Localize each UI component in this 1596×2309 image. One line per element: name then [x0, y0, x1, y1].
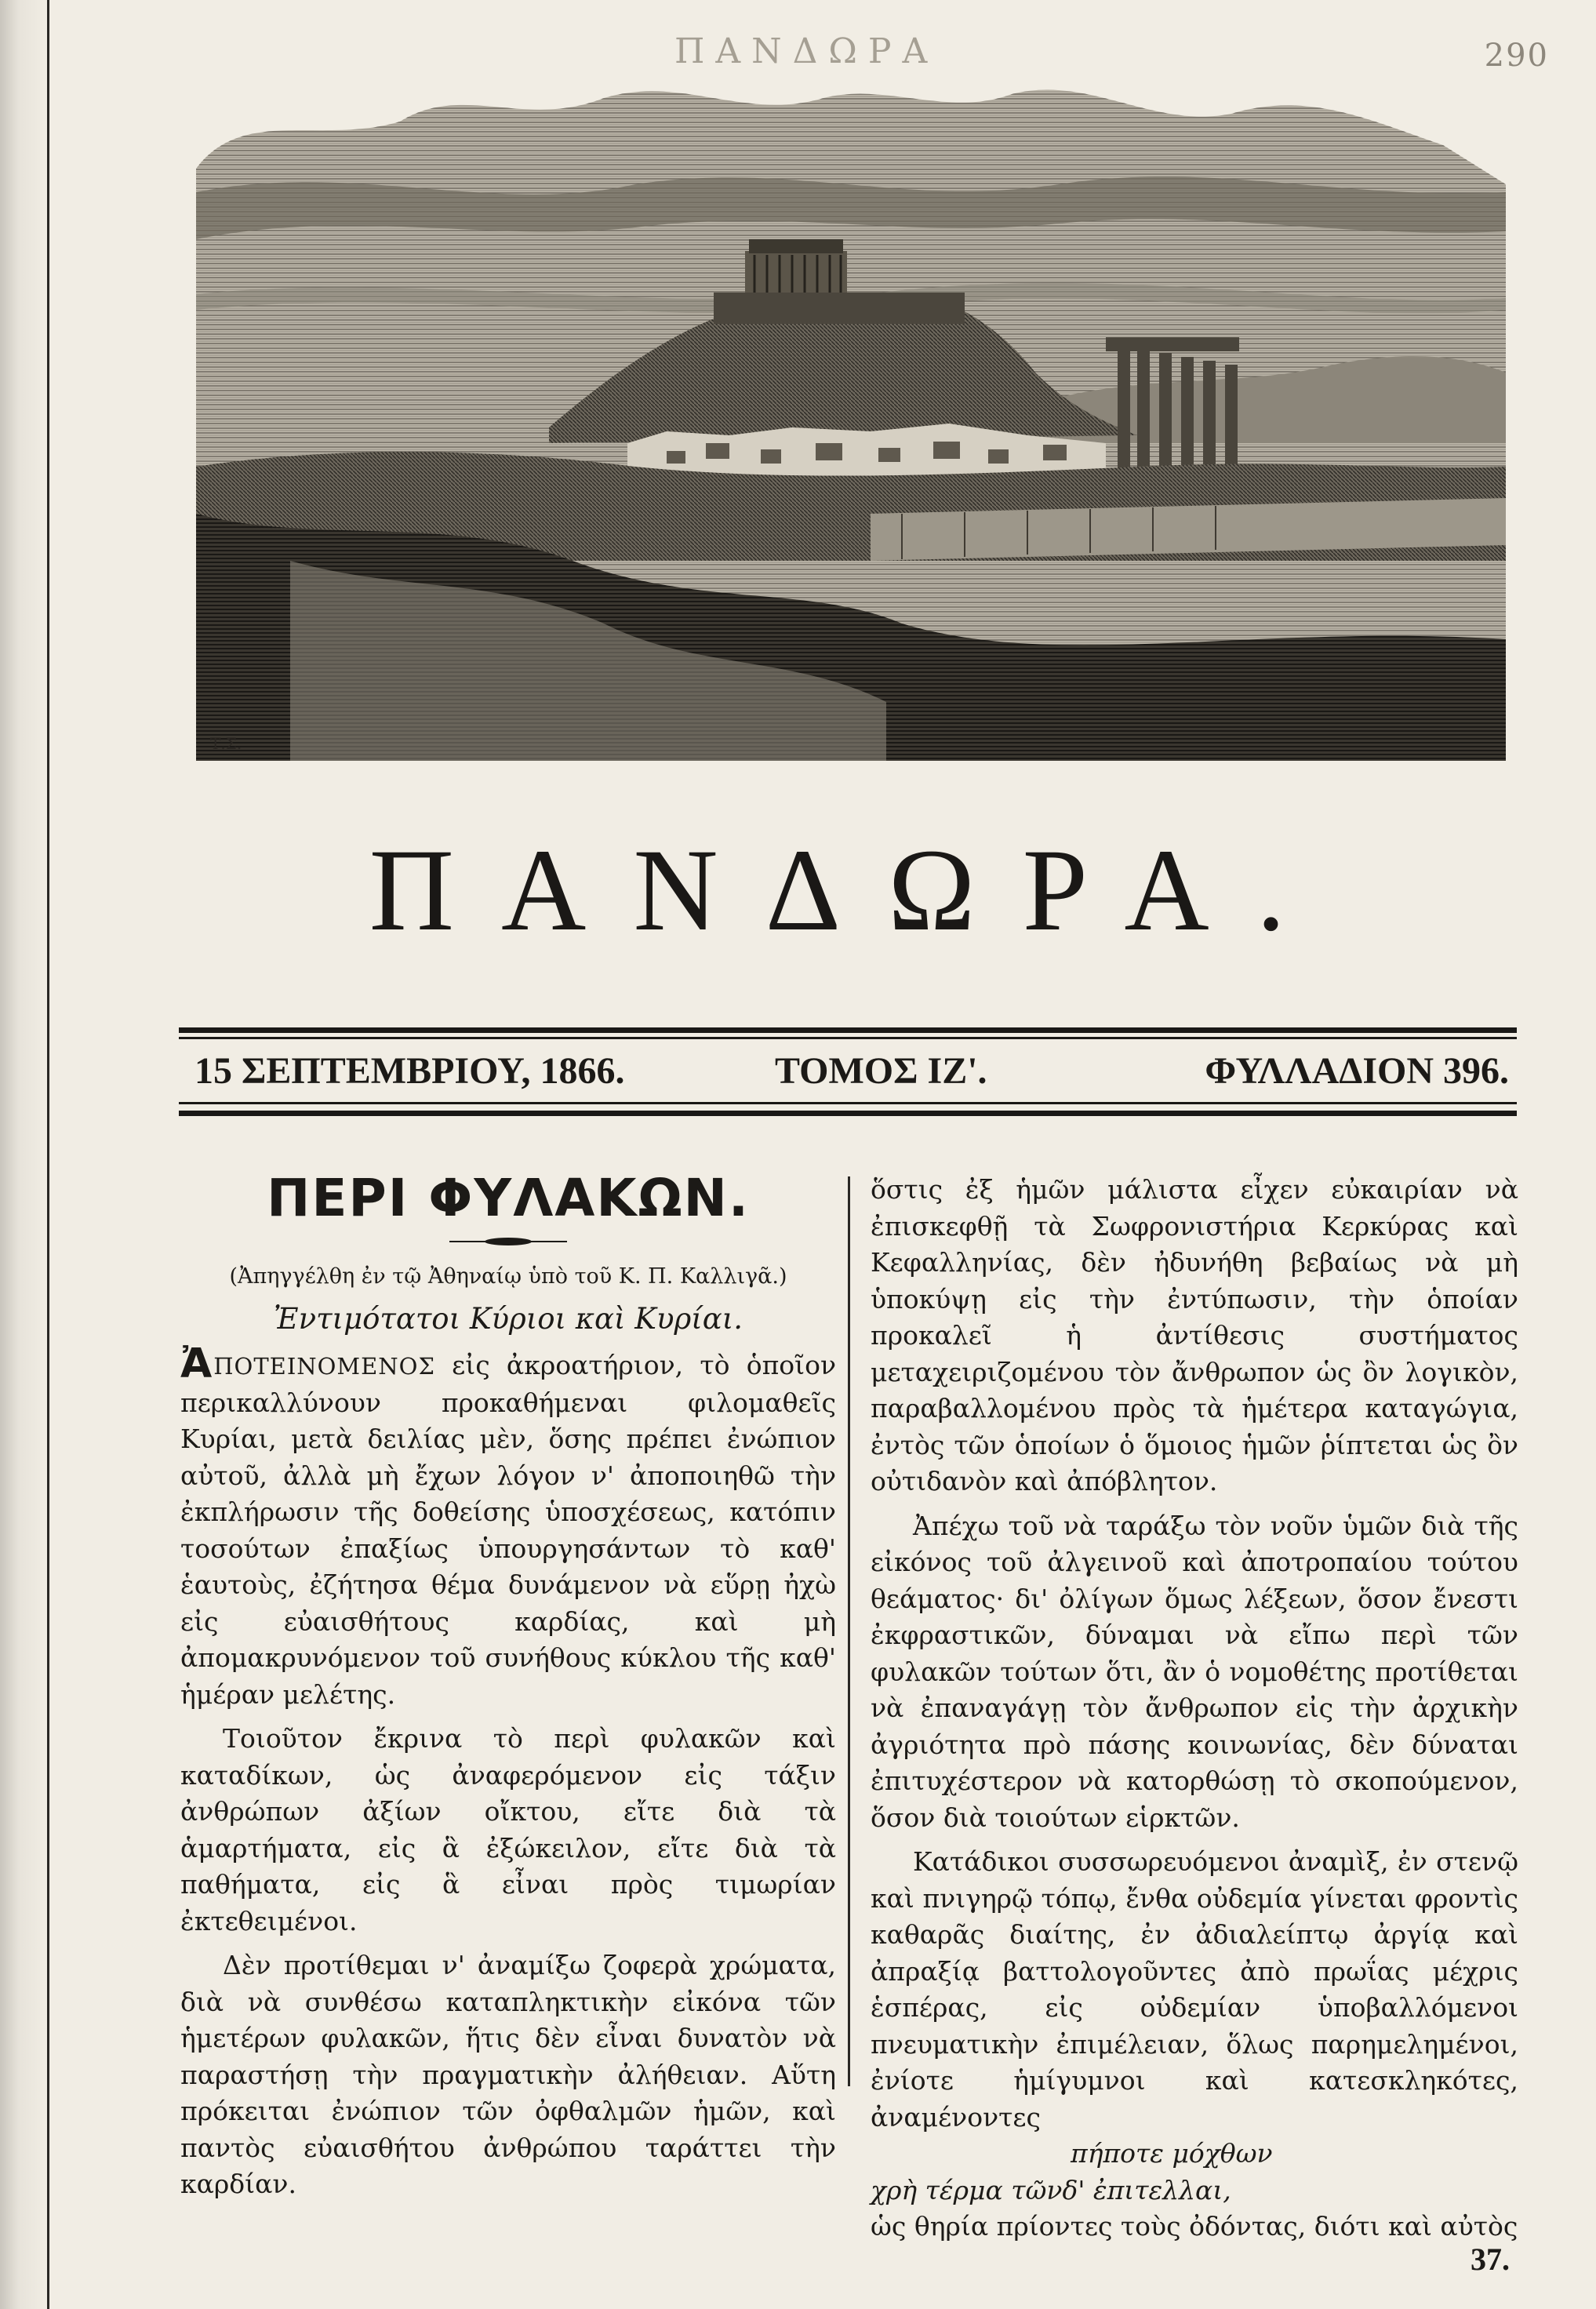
- title-ornament: [449, 1236, 567, 1247]
- paragraph-5: Ἀπέχω τοῦ νὰ ταράξω τὸν νοῦν ὑμῶν διὰ τῆς εἰκόνος τοῦ ἀλγεινοῦ καὶ ἀποτροπαίου τούτου θεάματος· δι' ὀλίγων ὅμως λέξεων, ὅσον ἔνεστι ἐκφραστικῶν, δύναμαι νὰ εἴπω περὶ τῶν φυλακῶν τούτων ὅτι, ἂν ὁ νομοθέτης προτίθεται νὰ ἐπαναγάγῃ τὸν ἄνθρωπον εἰς τὴν ἀρχικὴν ἀγριότητα πρὸ πάσης κοινωνίας, δὲν δύναται ἐπιτυχέστερον νὰ κατορθώσῃ τὸ σκοπούμενον, ὅσον διὰ τοιούτων εἱρκτῶν.: [871, 1510, 1518, 1833]
- paragraph-7: ὡς θηρία πρίοντες τοὺς ὀδόντας, διότι καὶ αὐτὸς: [871, 2211, 1518, 2242]
- rule-top-thick: [179, 1027, 1517, 1033]
- issue-number: ΦΥΛΛΑΔΙΟΝ 396.: [1205, 1050, 1509, 1092]
- running-head: ΠΑΝΔΩΡΑ: [674, 31, 939, 71]
- left-column: [180, 1165, 836, 2203]
- page-number-top: 290: [1484, 38, 1549, 74]
- paragraph-2: Τοιοῦτον ἔκρινα τὸ περὶ φυλακῶν καὶ καταδίκων, ὡς ἀναφερόμενον εἰς τάξιν ἀνθρώπων ἀξίων οἴκτου, εἴτε διὰ τὰ ἁμαρτήματα, εἰς ἃ ἐξώκειλον, εἴτε διὰ τὰ παθήματα, εἰς ἃ εἶναι πρὸς τιμωρίαν ἐκτεθειμένοι.: [180, 1723, 836, 1936]
- paragraph-opening-text: εἰς ἀκροατήριον, τὸ ὁποῖον περικαλλύνουν προκαθήμεναι φιλομαθεῖς Κυρίαι, μετὰ δειλίας μὲν, ὅσης πρέπει ἐνώπιον αὐτοῦ, ἀλλὰ μὴ ἔχων λόγον ν' ἀποποιηθῶ τὴν ἐκπλήρωσιν τῆς δοθείσης ὑποσχέσεως, κατόπιν τοσούτων ἐπαξίως ὑπουργησάντων τὸ καθ' ἑαυτοὺς, ἐζήτησα θέμα δυνάμενον νὰ εὕρῃ ἠχὼ εἰς εὐαισθήτους καρδίας, καὶ μὴ ἀπομακρυνόμενον τοῦ συνήθους κύκλου τῆς καθ' ἡμέραν μελέτης.: [180, 1350, 836, 1710]
- column-divider: [848, 1176, 850, 2086]
- issue-line: [179, 1049, 1517, 1096]
- binding-gutter: [0, 0, 49, 2309]
- article-salutation: Ἐντιμότατοι Κύριοι καὶ Κυρίαι.: [274, 1302, 743, 1336]
- rule-bottom-thick: [179, 1111, 1517, 1116]
- lead-caps: ΠΟΤΕΙΝΟΜΕΝΟΣ: [213, 1353, 435, 1380]
- paragraph-6: Κατάδικοι συσσωρευόμενοι ἀναμὶξ, ἐν στενῷ καὶ πνιγηρῷ τόπῳ, ἔνθα οὐδεμία γίνεται φροντὶς καθαρᾶς διαίτης, ἐν ἀδιαλείπτῳ ἀργίᾳ καὶ ἀπραξίᾳ βαττολογοῦντες ἀπὸ πρωΐας μέχρις ἑσπέρας, εἰς οὐδεμίαν ὑποβαλλόμενοι πνευματικὴν ἐπιμέλειαν, ὅλως παρημελημένοι, ἐνίοτε ἡμίγυμνοι καὶ κατεσκληκότες, ἀναμένοντες: [871, 1846, 1518, 2133]
- rule-top-thin: [179, 1037, 1517, 1039]
- right-column: [871, 1172, 1518, 2245]
- engraving-illustration: [196, 75, 1506, 761]
- paragraph-opening: [180, 1340, 836, 1713]
- article-title: ΠΕΡΙ ΦΥΛΑΚΩΝ.: [267, 1168, 750, 1228]
- verse-line-1: πήποτε μόχθων: [1071, 2138, 1273, 2169]
- drop-cap: Ἀ: [180, 1340, 213, 1387]
- verse-line-2: χρὴ τέρμα τῶνδ' ἐπιτελλαι,: [871, 2174, 1231, 2205]
- acropolis-engraving: [196, 75, 1506, 761]
- issue-date: 15 ΣΕΠΤΕΜΒΡΙΟΥ, 1866.: [195, 1050, 625, 1092]
- svg-text:Τ.Σ.: Τ.Σ.: [210, 734, 242, 753]
- paragraph-4: ὅστις ἐξ ἡμῶν μάλιστα εἶχεν εὐκαιρίαν νὰ ἐπισκεφθῇ τὰ Σωφρονιστήρια Κερκύρας καὶ Κεφαλληνίας, δὲν ἠδυνήθη βεβαίως νὰ μὴ ὑποκύψῃ εἰς τὴν ἐντύπωσιν, τὴν ὁποίαν προκαλεῖ ἡ ἀντίθεσις συστήματος μεταχειριζομένου τὸν ἄνθρωπον ὡς ὂν λογικὸν, παραβαλλομένου πρὸς τὰ ἡμέτερα καταγώγια, ἐντὸς τῶν ὁποίων ὁ ὅμοιος ἡμῶν ῥίπτεται ὡς ὂν οὐτιδανὸν καὶ ἀπόβλητον.: [871, 1174, 1518, 1496]
- paragraph-3: Δὲν προτίθεμαι ν' ἀναμίξω ζοφερὰ χρώματα, διὰ νὰ συνθέσω καταπληκτικὴν εἰκόνα τῶν ἡμετέρων φυλακῶν, ἥτις δὲν εἶναι δυνατὸν νὰ παραστήσῃ τὴν πραγματικὴν ἀλήθειαν. Αὕτη πρόκειται ἐνώπιον τῶν ὀφθαλμῶν ἡμῶν, καὶ παντὸς εὐαισθήτου ἀνθρώπου ταράττει τὴν καρδίαν.: [180, 1950, 836, 2199]
- article-attribution: (Ἀπηγγέλθη ἐν τῷ Ἀθηναίῳ ὑπὸ τοῦ Κ. Π. Καλλιγᾶ.): [229, 1264, 787, 1289]
- masthead-title: ΠΑΝΔΩΡΑ.: [369, 825, 1333, 955]
- issue-volume: ΤΟΜΟΣ ΙΖ'.: [775, 1050, 987, 1092]
- rule-bottom-thin: [179, 1102, 1517, 1104]
- folio-number: 37.: [1471, 2242, 1510, 2277]
